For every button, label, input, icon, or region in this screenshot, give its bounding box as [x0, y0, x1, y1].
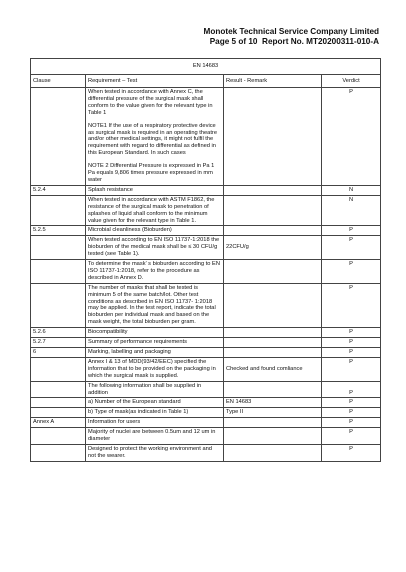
requirement-cell: Microbial cleanliness (Bioburden): [86, 226, 224, 236]
requirement-cell: When tested in accordance with ASTM F1862, the resistance of the surgical mask to penetration of splashes of liquid shall conform to the minimum value given for the relevant type in Table 1.: [86, 195, 224, 226]
requirement-cell: Designed to protect the working environment and not the wearer.: [86, 444, 224, 461]
verdict-cell: P: [322, 408, 381, 418]
table-row: [31, 236, 381, 260]
standard-row: [31, 59, 381, 75]
verdict-cell: N: [322, 185, 381, 195]
requirement-cell: Information for users: [86, 418, 224, 428]
requirement-header: Requirement – Test: [86, 75, 224, 88]
clause-cell: Annex A: [31, 418, 86, 428]
result-cell: Type II: [224, 408, 322, 418]
clause-cell: [31, 398, 86, 408]
result-cell: [224, 328, 322, 338]
verdict-cell: P: [322, 328, 381, 338]
verdict-cell: P: [322, 338, 381, 348]
result-cell: [224, 260, 322, 284]
column-header-row: [31, 75, 381, 88]
verdict-cell: P: [322, 226, 381, 236]
clause-cell: [31, 260, 86, 284]
requirement-cell: [86, 88, 224, 186]
requirements-table: [30, 58, 381, 462]
table-row: [31, 408, 381, 418]
verdict-cell: P: [322, 398, 381, 408]
requirement-cell: Annex I & 13 of MDD(93/42/EEC) specified the information that to be provided on the packaging in which the surgical mask is supplied.: [86, 357, 224, 381]
requirement-cell: When tested according to EN ISO 11737-1:2018 the bioburden of the medical mask shall be ≤ 30 CFU/g tested (see Table 1).: [86, 236, 224, 260]
result-cell: [224, 88, 322, 186]
requirement-cell: b) Type of mask(as indicated in Table 1): [86, 408, 224, 418]
verdict-cell: P: [322, 88, 381, 186]
table-row: [31, 428, 381, 445]
result-cell: EN 14683: [224, 398, 322, 408]
report-header: [204, 27, 379, 47]
verdict-cell: P: [322, 381, 381, 398]
note-paragraph: NOTE 2 Differential Pressure is expressed in Pa 1 Pa equals 9,806 times pressure expressed in mm water: [88, 163, 215, 183]
result-cell: [224, 195, 322, 226]
verdict-cell: P: [322, 418, 381, 428]
verdict-cell: P: [322, 444, 381, 461]
table-row: [31, 283, 381, 327]
requirement-cell: Summary of performance requirements: [86, 338, 224, 348]
note-paragraph: NOTE1 If the use of a respiratory protective device as surgical mask is required in an operating theatre and/or other medical settings, it might not fulfil the requirement with regard to differential as defined in this European Standard. In such cases: [88, 122, 217, 157]
verdict-cell: P: [322, 428, 381, 445]
result-cell: [224, 185, 322, 195]
result-cell: [224, 348, 322, 358]
clause-header: Clause: [31, 75, 86, 88]
table-row: [31, 195, 381, 226]
clause-cell: [31, 283, 86, 327]
verdict-cell: P: [322, 357, 381, 381]
clause-cell: 6: [31, 348, 86, 358]
requirement-cell: The following information shall be supplied in addition: [86, 381, 224, 398]
clause-cell: 5.2.5: [31, 226, 86, 236]
company-name: Monotek Technical Service Company Limited: [203, 27, 379, 36]
table-row: [31, 338, 381, 348]
report-number: Report No. MT20200311-010-A: [262, 37, 379, 46]
standard-title: EN 14683: [31, 59, 381, 75]
requirement-paragraph: When tested in accordance with Annex C, the differential pressure of the surgical mask shall conform to the value given for the relevant type in Table 1: [88, 89, 213, 116]
table-row: [31, 398, 381, 408]
table-row: [31, 357, 381, 381]
requirement-cell: Splash resistance: [86, 185, 224, 195]
clause-cell: 5.2.6: [31, 328, 86, 338]
clause-cell: [31, 195, 86, 226]
clause-cell: [31, 408, 86, 418]
result-cell: [224, 226, 322, 236]
table-row: [31, 418, 381, 428]
result-cell: Checked and found comliance: [224, 357, 322, 381]
clause-cell: [31, 444, 86, 461]
table-row: [31, 226, 381, 236]
table-row: [31, 88, 381, 186]
clause-cell: [31, 357, 86, 381]
requirement-cell: a) Number of the European standard: [86, 398, 224, 408]
verdict-cell: P: [322, 236, 381, 260]
verdict-header: Verdict: [322, 75, 381, 88]
table-row: [31, 444, 381, 461]
result-cell: [224, 428, 322, 445]
table-row: [31, 348, 381, 358]
table-row: [31, 185, 381, 195]
result-cell: [224, 338, 322, 348]
result-cell: [224, 418, 322, 428]
table-row: [31, 260, 381, 284]
requirement-cell: Marking, labelling and packaging: [86, 348, 224, 358]
verdict-cell: N: [322, 195, 381, 226]
clause-cell: [31, 88, 86, 186]
result-cell: [224, 444, 322, 461]
page-report-line: [204, 37, 379, 47]
requirement-cell: Majority of nuclei are between 0.5um and 12 um in diameter: [86, 428, 224, 445]
requirement-cell: Biocompatibility: [86, 328, 224, 338]
clause-cell: 5.2.7: [31, 338, 86, 348]
clause-cell: [31, 381, 86, 398]
result-cell: [224, 381, 322, 398]
verdict-cell: P: [322, 260, 381, 284]
requirement-cell: To determine the mask’ s bioburden according to EN ISO 11737-1:2018, refer to the procedure as described in Annex D.: [86, 260, 224, 284]
result-header: Result - Remark: [224, 75, 322, 88]
verdict-cell: P: [322, 283, 381, 327]
result-cell: [224, 283, 322, 327]
result-cell: 22CFU/g: [224, 236, 322, 260]
table-row: [31, 328, 381, 338]
clause-cell: [31, 236, 86, 260]
table-row: [31, 381, 381, 398]
clause-cell: 5.2.4: [31, 185, 86, 195]
page-number: Page 5 of 10: [209, 37, 258, 46]
clause-cell: [31, 428, 86, 445]
verdict-cell: P: [322, 348, 381, 358]
requirement-cell: The number of masks that shall be tested is minimum 5 of the same batch/lot. Other test conditions as described in EN ISO 11737- 1:2018 may be applied. In the test report, indicate the total bioburden per individual mask and based on the mask weight, the total bioburden per gram.: [86, 283, 224, 327]
